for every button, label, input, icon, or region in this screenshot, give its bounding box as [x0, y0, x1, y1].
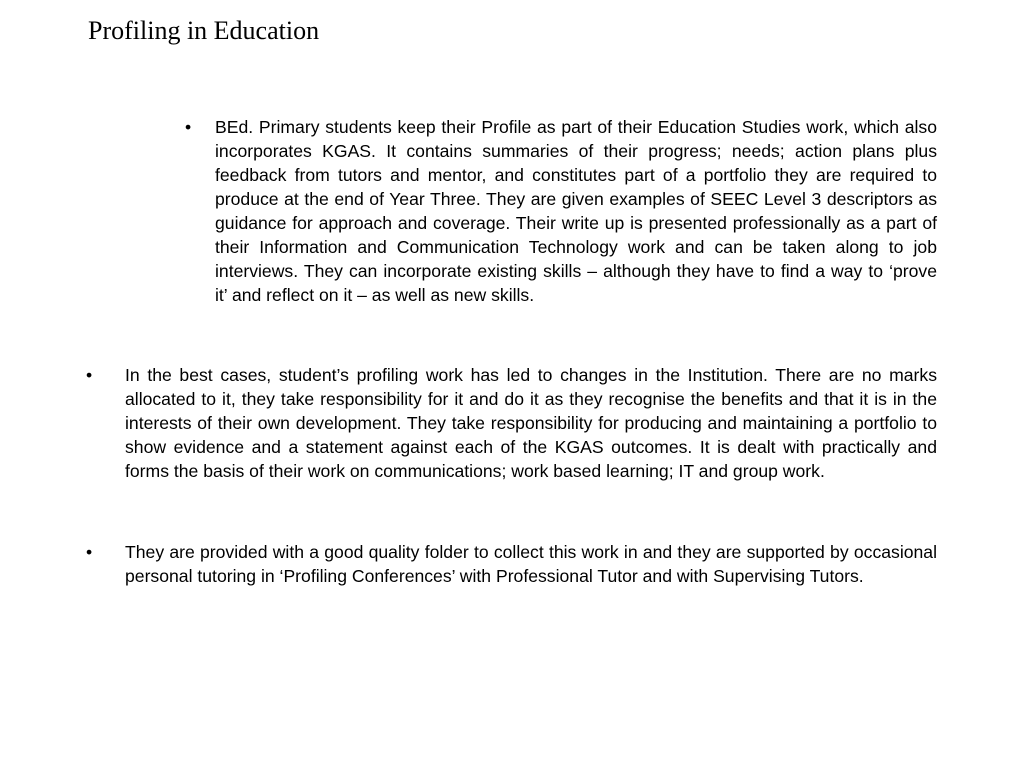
slide-title: Profiling in Education [88, 16, 320, 45]
bullet-text: In the best cases, student’s profiling work has led to changes in the Institution. There are no marks allocated to it, they take responsibility for it and do it as they recognise the benefits and that it is in the interests of their own development. They take responsibility for producing and maintaining a portfolio to show evidence and a statement against each of the KGAS outcomes. It is dealt with practically and forms the basis of their work on communications; work based learning; IT and group work. [125, 365, 937, 481]
bullet-item-best-cases [86, 363, 937, 483]
bullet-item-bed-primary-profile [185, 115, 937, 307]
bullet-icon: • [185, 117, 192, 137]
bullet-icon: • [86, 542, 93, 562]
bullet-text: They are provided with a good quality folder to collect this work in and they are supported by occasional personal tutoring in ‘Profiling Conferences’ with Professional Tutor and with Supervising Tutors. [125, 542, 937, 586]
bullet-item-folder-support [86, 540, 937, 588]
bullet-icon: • [86, 365, 93, 385]
bullet-text: BEd. Primary students keep their Profile as part of their Education Studies work, which also incorporates KGAS. It contains summaries of their progress; needs; action plans plus feedback from tutors and mentor, and constitutes part of a portfolio they are required to produce at the end of Year Three. They are given examples of SEEC Level 3 descriptors as guidance for approach and coverage. Their write up is presented professionally as a part of their Information and Communication Technology work and can be taken along to job interviews. They can incorporate existing skills – although they have to find a way to ‘prove it’ and reflect on it – as well as new skills. [215, 117, 937, 305]
